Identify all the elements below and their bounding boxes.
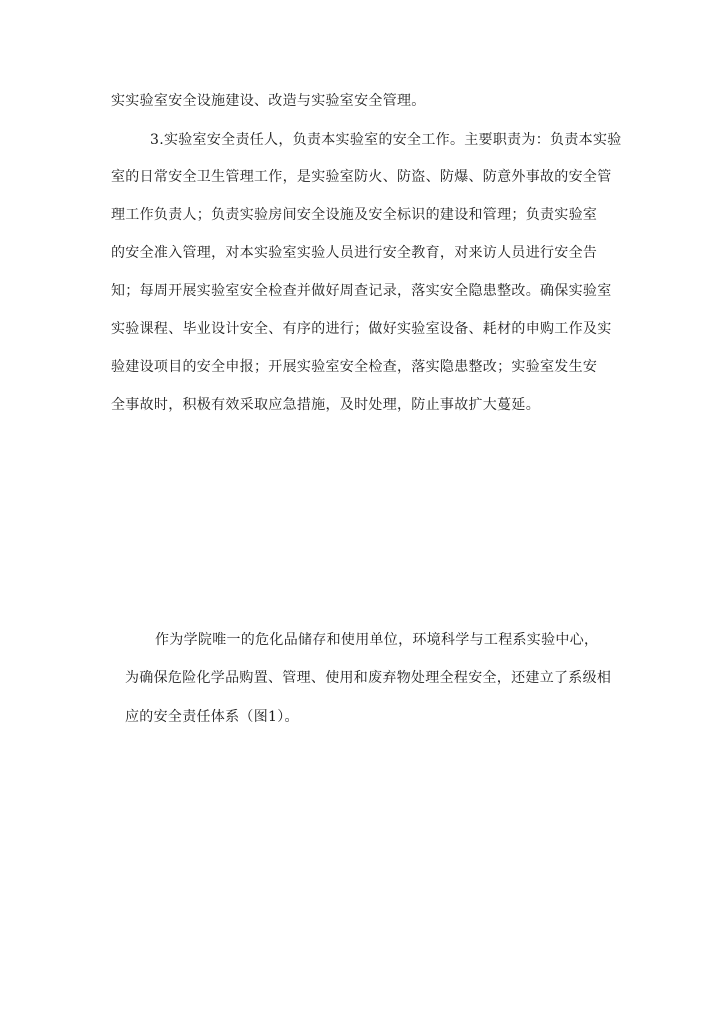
text-line: 3.实验室安全责任人，负责本实验室的安全工作。主要职责为：负责本实验 (150, 132, 622, 148)
text-line: 室的日常安全卫生管理工作，是实验室防火、防盗、防爆、防意外事故的安全管 (111, 169, 612, 185)
text-line: 理工作负责人；负责实验房间安全设施及安全标识的建设和管理；负责实验室 (111, 207, 598, 223)
text-line: 的安全准入管理，对本实验室实验人员进行安全教育，对来访人员进行安全告 (111, 245, 598, 261)
text-line: 应的安全责任体系（图1）。 (125, 709, 299, 725)
text-line: 验建设项目的安全申报；开展实验室安全检查，落实隐患整改；实验室发生安 (111, 359, 598, 375)
text-line: 实验课程、毕业设计安全、有序的进行；做好实验室设备、耗材的申购工作及实 (111, 321, 612, 337)
text-line: 作为学院唯一的危化品储存和使用单位，环境科学与工程系实验中心， (155, 632, 599, 648)
text-line: 实实验室安全设施建设、改造与实验室安全管理。 (111, 93, 426, 109)
text-line: 全事故时，积极有效采取应急措施，及时处理，防止事故扩大蔓延。 (111, 397, 540, 413)
text-line: 知；每周开展实验室安全检查并做好周查记录，落实安全隐患整改。确保实验室 (111, 283, 612, 299)
text-line: 为确保危险化学品购置、管理、使用和废弃物处理全程安全，还建立了系级相 (125, 670, 612, 686)
